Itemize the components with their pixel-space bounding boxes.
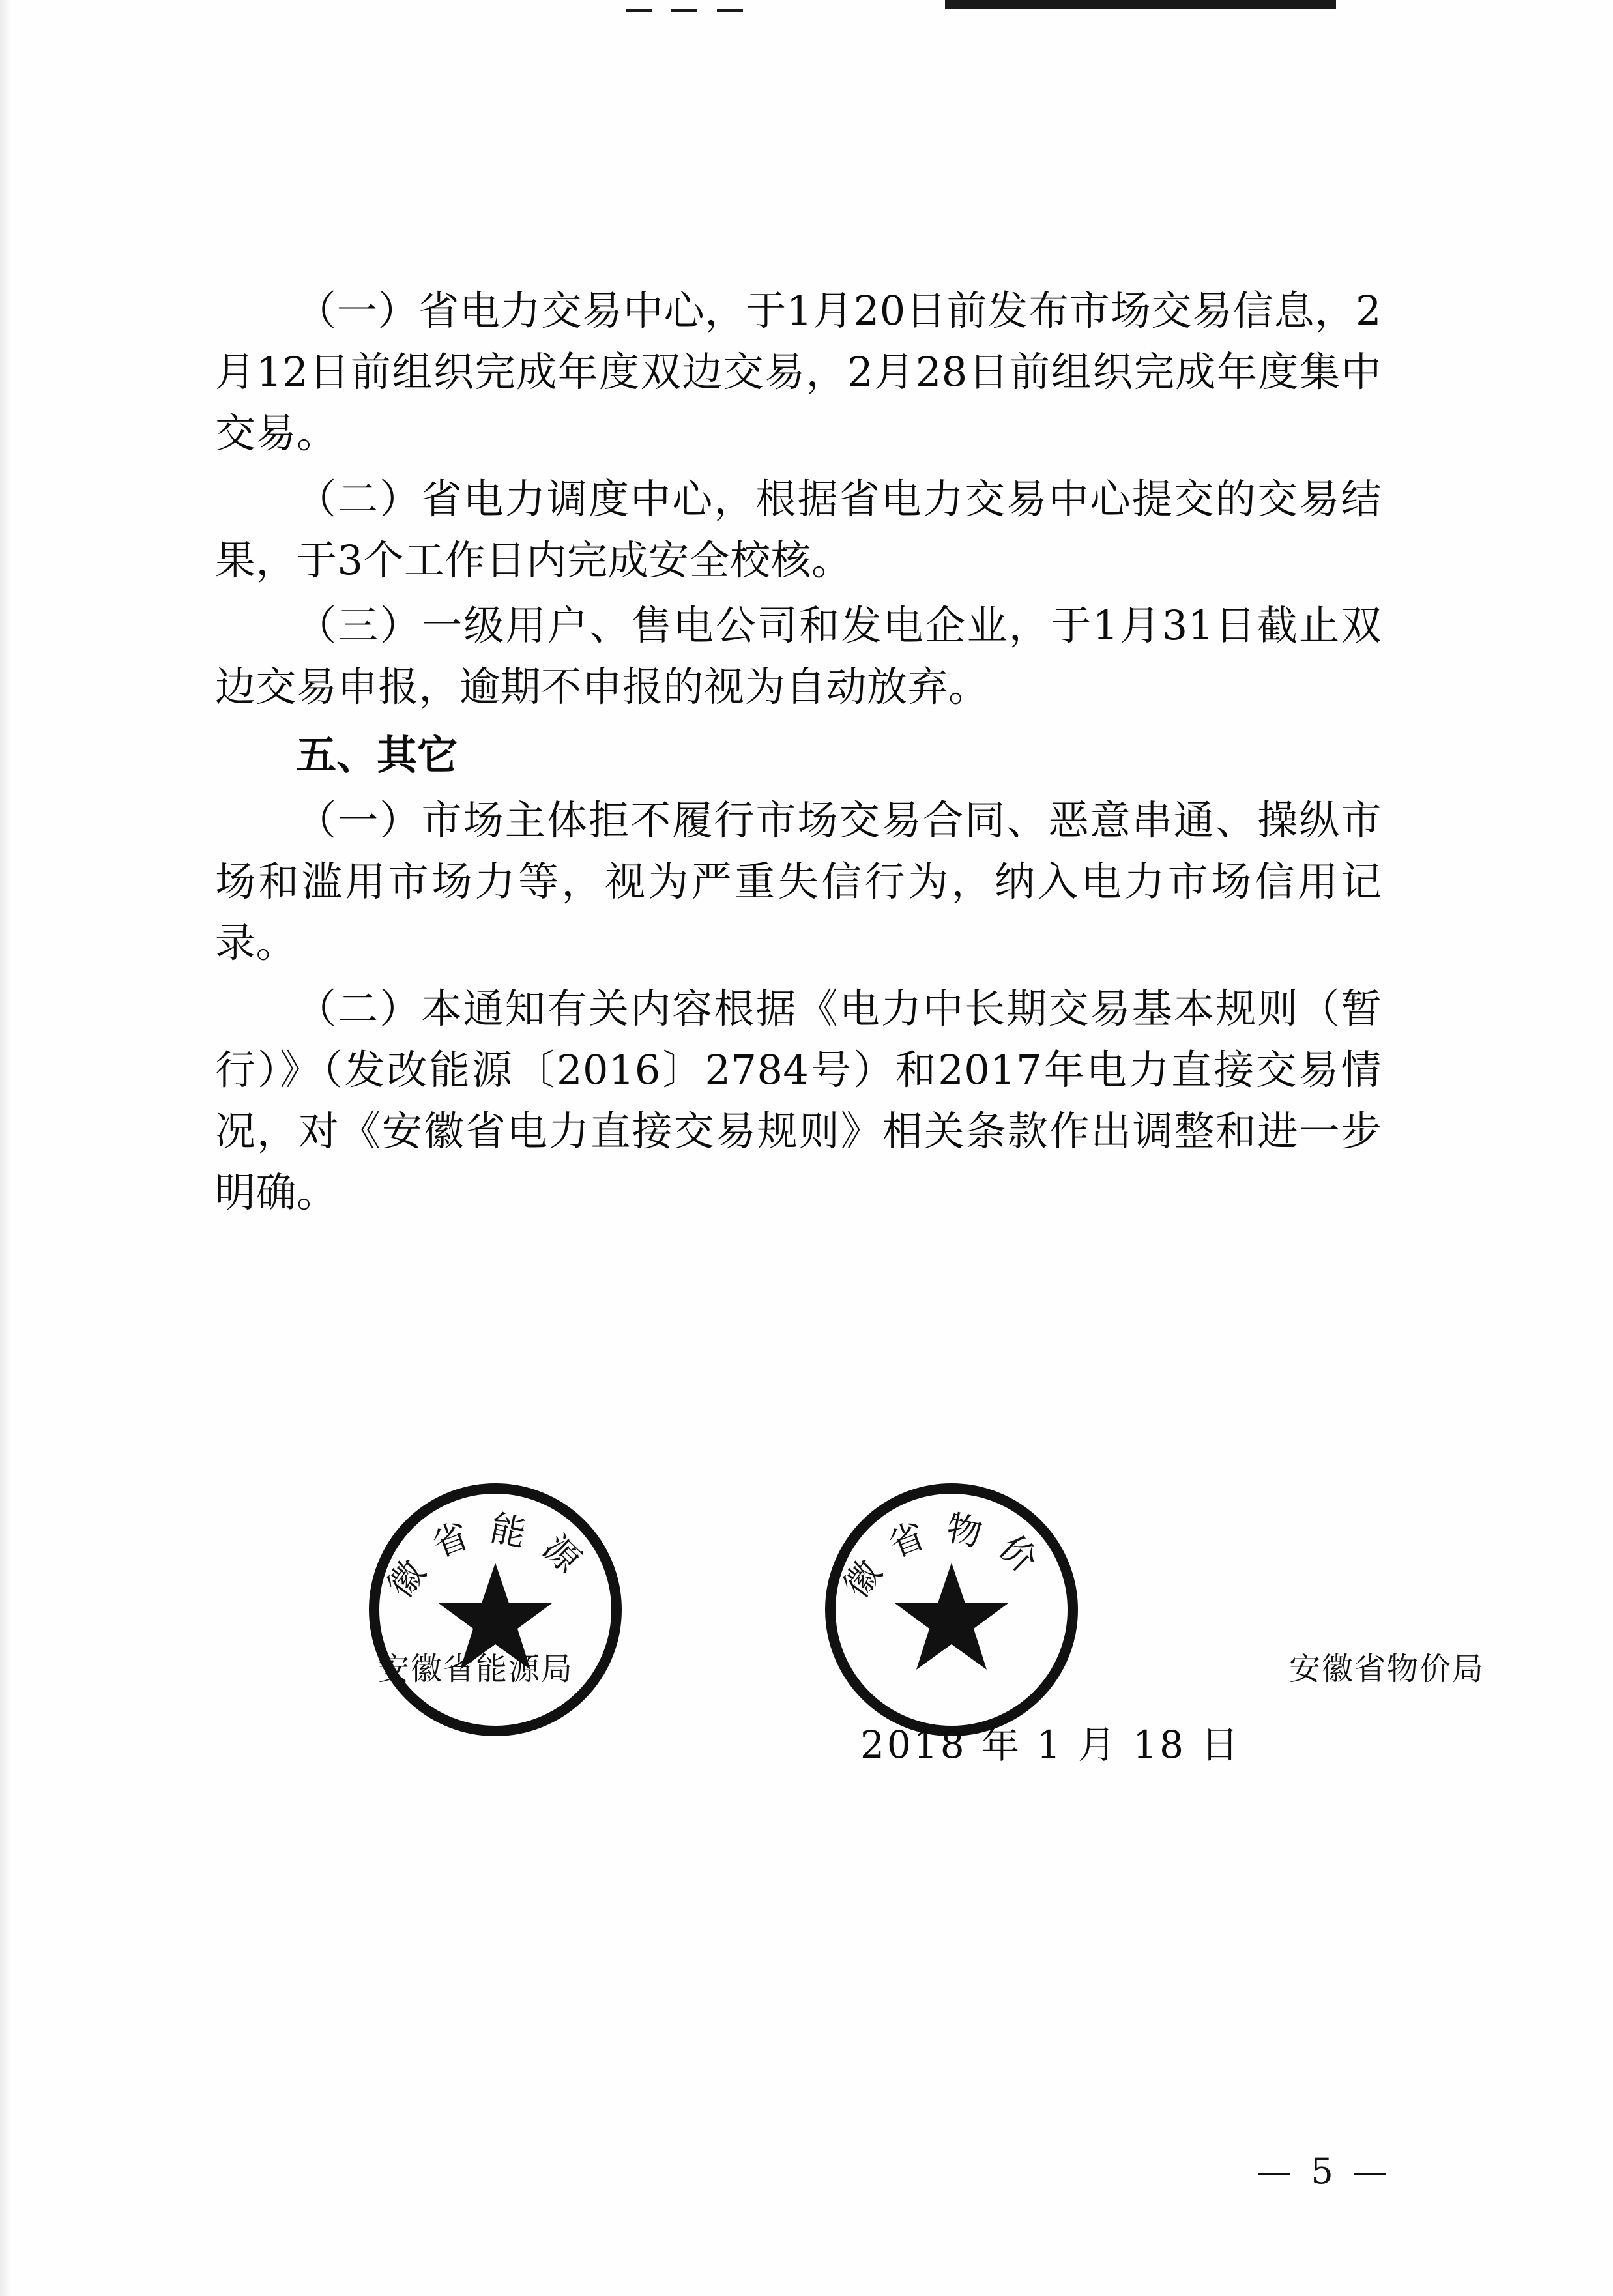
section-paragraph-1: （一）市场主体拒不履行市场交易合同、恶意串通、操纵市场和滥用市场力等，视为严重失信行为，纳入电力市场信用记录。 — [215, 796, 1382, 967]
signature-date: 2018 年 1 月 18 日 — [860, 1722, 1242, 1767]
paragraph-2: （二）省电力调度中心，根据省电力交易中心提交的交易结果，于3个工作日内完成安全校核。 — [215, 474, 1382, 584]
seal-price-bureau — [821, 1479, 1485, 1740]
page-number: — 5 — — [1257, 2151, 1391, 2192]
seal-energy-bureau — [365, 1479, 626, 1740]
document-body — [215, 280, 1382, 1228]
paragraph-1: （一）省电力交易中心，于1月20日前发布市场交易信息，2月12日前组织完成年度双边交易，2月28日前组织完成年度集中交易。 — [215, 287, 1382, 458]
svg-text:徽省能源: 徽省能源 — [379, 1507, 602, 1606]
svg-text:徽省物价: 徽省物价 — [836, 1507, 1058, 1606]
paragraph-3: （三）一级用户、售电公司和发电企业，于1月31日截止双边交易申报，逾期不申报的视为自动放弃。 — [215, 602, 1382, 711]
section-heading: 五、其它 — [296, 731, 458, 779]
seal-caption-price: 安徽省物价局 — [1289, 1651, 1485, 1687]
crop-marks — [0, 0, 1613, 26]
section-paragraph-2: （二）本通知有关内容根据《电力中长期交易基本规则（暂行）》（发改能源〔2016〕2784号）和2017年电力直接交易情况，对《安徽省电力直接交易规则》相关条款作出调整和进一步明确。 — [215, 984, 1382, 1217]
seal-caption-energy: 安徽省能源局 — [378, 1651, 574, 1687]
scan-edge — [0, 0, 12, 2296]
